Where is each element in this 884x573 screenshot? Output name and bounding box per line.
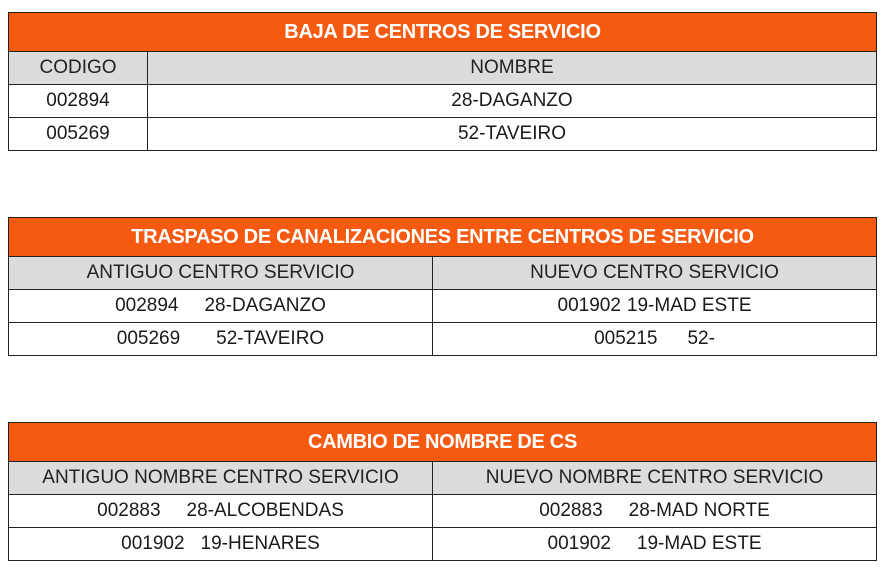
- column-header-nuevo-nombre: NUEVO NOMBRE CENTRO SERVICIO: [433, 462, 877, 495]
- cell-antiguo-nombre: [9, 528, 433, 561]
- cell-nuevo-centro: [433, 323, 877, 356]
- cell-codigo: 005269: [9, 118, 148, 151]
- center-name: 28-ALCOBENDAS: [186, 500, 344, 521]
- table-row: [9, 290, 877, 323]
- column-header-antiguo-nombre: ANTIGUO NOMBRE CENTRO SERVICIO: [9, 462, 433, 495]
- cell-nombre: 52-TAVEIRO: [148, 118, 877, 151]
- cambio-nombre-cs-section: [8, 422, 876, 561]
- column-header-antiguo-centro: ANTIGUO CENTRO SERVICIO: [9, 257, 433, 290]
- baja-centros-servicio-table: [8, 12, 877, 151]
- center-code: 001902: [557, 295, 621, 316]
- center-name: 52-TAVEIRO: [216, 328, 325, 349]
- cambio-nombre-cs-table: [8, 422, 877, 561]
- cell-nombre: 28-DAGANZO: [148, 85, 877, 118]
- center-name: 19-HENARES: [200, 533, 320, 554]
- cell-nuevo-nombre: [433, 528, 877, 561]
- table-title: TRASPASO DE CANALIZACIONES ENTRE CENTROS DE SERVICIO: [9, 218, 877, 257]
- cell-antiguo-nombre: [9, 495, 433, 528]
- center-code: 002883: [97, 500, 161, 521]
- center-code: 002883: [539, 500, 603, 521]
- column-header-nombre: NOMBRE: [148, 52, 877, 85]
- cell-antiguo-centro: [9, 323, 433, 356]
- center-name: 52-: [687, 328, 715, 349]
- center-name: 19-MAD ESTE: [626, 295, 752, 316]
- center-code: 001902: [121, 533, 185, 554]
- center-name: 28-MAD NORTE: [628, 500, 770, 521]
- table-title: BAJA DE CENTROS DE SERVICIO: [9, 13, 877, 52]
- column-header-codigo: CODIGO: [9, 52, 148, 85]
- cell-nuevo-centro: [433, 290, 877, 323]
- center-name: 19-MAD ESTE: [636, 533, 762, 554]
- baja-centros-servicio-section: [8, 12, 876, 151]
- table-row: [9, 323, 877, 356]
- center-name: 28-DAGANZO: [204, 295, 326, 316]
- table-row: [9, 495, 877, 528]
- cell-nuevo-nombre: [433, 495, 877, 528]
- center-code: 002894: [115, 295, 179, 316]
- cell-antiguo-centro: [9, 290, 433, 323]
- center-code: 001902: [547, 533, 611, 554]
- traspaso-canalizaciones-section: [8, 217, 876, 356]
- table-title: CAMBIO DE NOMBRE DE CS: [9, 423, 877, 462]
- traspaso-canalizaciones-table: [8, 217, 877, 356]
- table-row: [9, 118, 877, 151]
- table-row: [9, 528, 877, 561]
- center-code: 005269: [116, 328, 181, 349]
- column-header-nuevo-centro: NUEVO CENTRO SERVICIO: [433, 257, 877, 290]
- center-code: 005215: [594, 328, 658, 349]
- cell-codigo: 002894: [9, 85, 148, 118]
- table-row: [9, 85, 877, 118]
